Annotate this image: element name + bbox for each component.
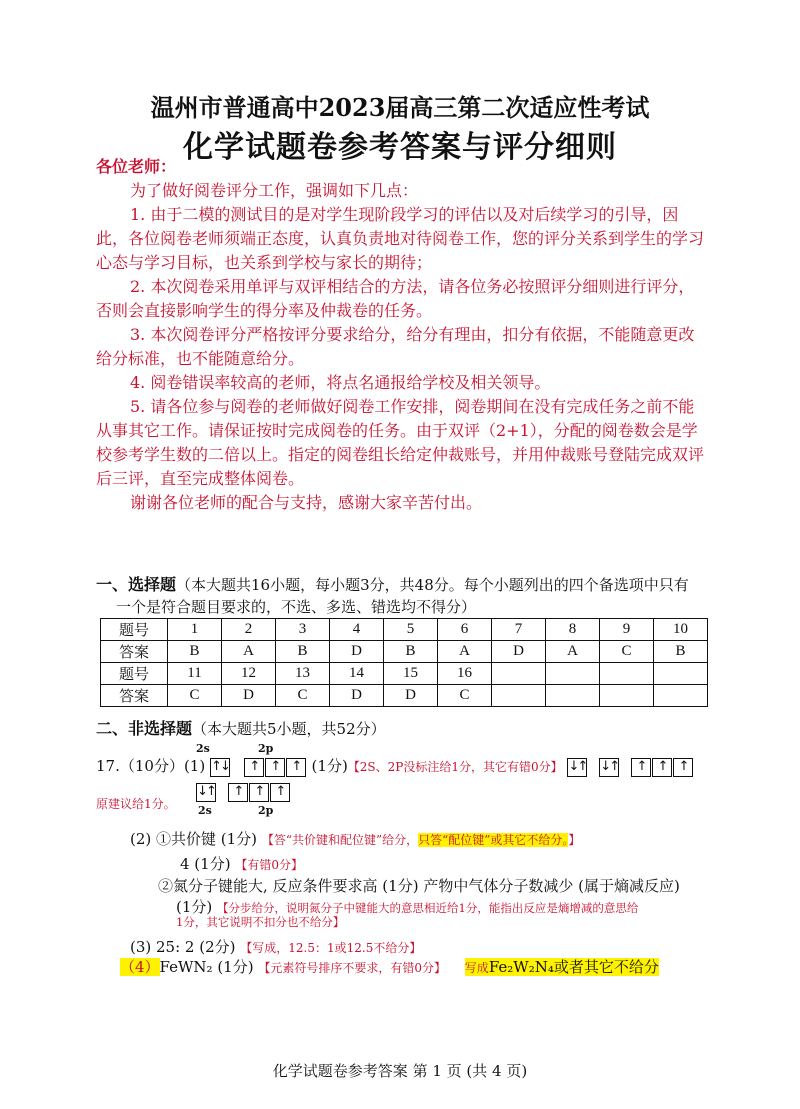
table-cell bbox=[654, 685, 708, 707]
table-cell: B bbox=[654, 641, 708, 663]
table-cell: C bbox=[168, 685, 222, 707]
notice-point-1: 1. 由于二模的测试目的是对学生现阶段学习的评估以及对后续学习的引导，因此，各位阅卷老师须端正态度，认真负责地对待阅卷工作，您的评分关系到学生的学习心态与学习目标，也关系到学校与家长的期待； bbox=[96, 205, 705, 272]
orbital-box-icon: ↑ bbox=[286, 758, 306, 777]
table-cell: 16 bbox=[438, 663, 492, 685]
orbital-box-icon: ↑ bbox=[673, 758, 693, 777]
orbital-label-2p-alt: 2p bbox=[258, 804, 274, 817]
orbital-label-2s-alt: 2s bbox=[198, 804, 212, 817]
orbital-box-icon: ↓↑ bbox=[567, 758, 587, 777]
notice-point-3: 3. 本次阅卷评分严格按评分要求给分，给分有理由，扣分有依据，不能随意更改给分标准，也不能随意给分。 bbox=[96, 325, 695, 368]
table-cell: 1 bbox=[168, 619, 222, 641]
q17-4-note: 【元素符号排序不要求，有错0分】 bbox=[258, 961, 447, 975]
table-cell: D bbox=[384, 685, 438, 707]
notice-point-4: 4. 阅卷错误率较高的老师，将点名通报给学校及相关领导。 bbox=[130, 373, 551, 392]
orbital-box-icon: ↓↑ bbox=[196, 783, 216, 802]
table-cell bbox=[492, 663, 546, 685]
q17-4-answer: FeWN₂ (1分) bbox=[159, 958, 254, 976]
q17-2c-answer: ②氮分子键能大, 反应条件要求高 (1分) 产物中气体分子数减少 (属于熵减反应) bbox=[158, 877, 680, 895]
table-cell: 14 bbox=[330, 663, 384, 685]
q17-1-note: 【2S、2P没标注给1分，其它有错0分】 bbox=[347, 760, 563, 774]
orbital-box-icon: ↑ bbox=[228, 783, 248, 802]
orbital-box-icon: ↑ bbox=[265, 758, 285, 777]
table-row bbox=[101, 641, 708, 663]
table-cell: C bbox=[438, 685, 492, 707]
notice-thanks: 谢谢各位老师的配合与支持，感谢大家辛苦付出。 bbox=[130, 493, 483, 512]
table-cell: 15 bbox=[384, 663, 438, 685]
answer-table bbox=[100, 618, 708, 707]
table-cell: D bbox=[222, 685, 276, 707]
table-cell: C bbox=[600, 641, 654, 663]
orbital-box-icon: ↑ bbox=[652, 758, 672, 777]
q17-2b-answer: 4 (1分) bbox=[180, 855, 231, 873]
table-cell: A bbox=[222, 641, 276, 663]
q17-2-answer: (2) ①共价键 (1分) bbox=[130, 830, 258, 848]
table-cell: A bbox=[438, 641, 492, 663]
page-footer: 化学试题卷参考答案 第 1 页 (共 4 页) bbox=[272, 1062, 528, 1080]
section1-desc2: 一个是符合题目要求的，不选、多选、错选均不得分） bbox=[116, 598, 477, 616]
orbital-diagram-2p bbox=[244, 757, 307, 775]
table-cell: 11 bbox=[168, 663, 222, 685]
table-cell: C bbox=[276, 685, 330, 707]
table-cell: 3 bbox=[276, 619, 330, 641]
table-cell: D bbox=[330, 641, 384, 663]
wrong-orbital-b bbox=[599, 757, 620, 775]
section1-header bbox=[96, 574, 716, 618]
table-cell: 6 bbox=[438, 619, 492, 641]
wrong-orbital-a bbox=[567, 757, 588, 775]
table-cell: 12 bbox=[222, 663, 276, 685]
q17-2c-note1: 【分步给分，说明氮分子中键能大的意思相近给1分，能指出反应是熵增减的意思给 bbox=[217, 901, 639, 915]
table-cell: 5 bbox=[384, 619, 438, 641]
orbital-box-icon: ↑↓ bbox=[210, 758, 230, 777]
table-row bbox=[101, 619, 708, 641]
q17-2-line bbox=[130, 828, 580, 849]
table-cell bbox=[492, 685, 546, 707]
q17-1-score: (1分) bbox=[311, 757, 348, 775]
table-cell: D bbox=[330, 685, 384, 707]
table-cell bbox=[654, 663, 708, 685]
wrong-orbital-c bbox=[631, 757, 694, 775]
q17-2-note-a: 【答“共价键和配位键”给分， bbox=[261, 833, 419, 847]
table-cell: 7 bbox=[492, 619, 546, 641]
table-row bbox=[101, 663, 708, 685]
q17-2b-note: 【有错0分】 bbox=[235, 858, 303, 872]
table-cell: 9 bbox=[600, 619, 654, 641]
orbital-box-icon: ↑ bbox=[249, 783, 269, 802]
salutation: 各位老师： bbox=[96, 157, 177, 176]
table-cell: 2 bbox=[222, 619, 276, 641]
row-label: 题号 bbox=[101, 619, 168, 641]
q17-3-answer: (3) 25: 2 (2分) bbox=[130, 938, 236, 956]
table-row bbox=[101, 685, 708, 707]
table-cell: 4 bbox=[330, 619, 384, 641]
orbital-box-icon: ↓↑ bbox=[599, 758, 619, 777]
orbital-label-2p: 2p bbox=[258, 742, 274, 755]
q17-1-alt-orbital bbox=[196, 782, 291, 802]
q17-4-note2: 写成Fe₂W₂N₄或者其它不给分 bbox=[464, 958, 659, 976]
table-cell: B bbox=[384, 641, 438, 663]
section1-title: 一、选择题 bbox=[96, 575, 177, 594]
section1-desc: （本大题共16小题，每小题3分，共48分。每个小题列出的四个备选项中只有 bbox=[176, 576, 689, 594]
orbital-label-2s: 2s bbox=[196, 742, 210, 755]
section2-title: 二、非选择题 bbox=[96, 719, 193, 738]
section2-desc: （本大题共5小题，共52分） bbox=[192, 720, 386, 738]
q17-2c-score: (1分) bbox=[176, 898, 213, 916]
section2-header bbox=[96, 716, 386, 739]
q17-1-line bbox=[96, 755, 694, 777]
table-cell: 8 bbox=[546, 619, 600, 641]
row-label: 答案 bbox=[101, 641, 168, 663]
q17-3-line bbox=[130, 936, 421, 957]
table-cell bbox=[546, 663, 600, 685]
table-cell bbox=[546, 685, 600, 707]
table-cell: A bbox=[546, 641, 600, 663]
orbital-box-icon: ↑ bbox=[244, 758, 264, 777]
table-cell: 13 bbox=[276, 663, 330, 685]
q17-label: 17.（10分）(1) bbox=[96, 757, 206, 775]
q17-3-note: 【写成，12.5：1或12.5不给分】 bbox=[240, 941, 422, 955]
q17-2-note-b: 只答“配位键”或其它不给分。 bbox=[418, 833, 569, 847]
table-cell: D bbox=[492, 641, 546, 663]
table-cell: B bbox=[276, 641, 330, 663]
table-cell: 10 bbox=[654, 619, 708, 641]
q17-2b-line bbox=[180, 853, 303, 874]
table-cell: B bbox=[168, 641, 222, 663]
notice-intro: 为了做好阅卷评分工作，强调如下几点： bbox=[130, 181, 419, 200]
q17-4-number: （4） bbox=[120, 958, 160, 976]
q17-2c-note2: 1分，其它说明不扣分也不给分】 bbox=[176, 915, 345, 929]
notice-point-2: 2. 本次阅卷采用单评与双评相结合的方法，请各位务必按照评分细则进行评分，否则会直接影响学生的得分率及仲裁卷的任务。 bbox=[96, 277, 695, 320]
q17-4-note2-text: Fe₂W₂N₄或者其它不给分 bbox=[488, 958, 659, 976]
orbital-diagram-2s bbox=[210, 757, 231, 775]
document-title: 化学试题卷参考答案与评分细则 bbox=[183, 130, 617, 165]
q17-4-line bbox=[120, 956, 659, 977]
exam-title: 温州市普通高中2023届高三第二次适应性考试 bbox=[150, 93, 650, 122]
notice-block bbox=[96, 155, 706, 515]
orbital-box-icon: ↑ bbox=[270, 783, 290, 802]
table-cell bbox=[600, 685, 654, 707]
row-label: 答案 bbox=[101, 685, 168, 707]
row-label: 题号 bbox=[101, 663, 168, 685]
orbital-box-icon: ↑ bbox=[631, 758, 651, 777]
q17-2-note-c: 】 bbox=[568, 833, 581, 847]
table-cell bbox=[600, 663, 654, 685]
notice-point-5: 5. 请各位参与阅卷的老师做好阅卷工作安排，阅卷期间在没有完成任务之前不能从事其它工作。请保证按时完成阅卷的任务。由于双评（2+1），分配的阅卷数会是学校参考学生数的二倍以上。指定的阅卷组长给定仲裁账号，并用仲裁账号登陆完成双评后三评，直至完成整体阅卷。 bbox=[96, 397, 705, 488]
q17-1-note2: 原建议给1分。 bbox=[96, 797, 176, 811]
